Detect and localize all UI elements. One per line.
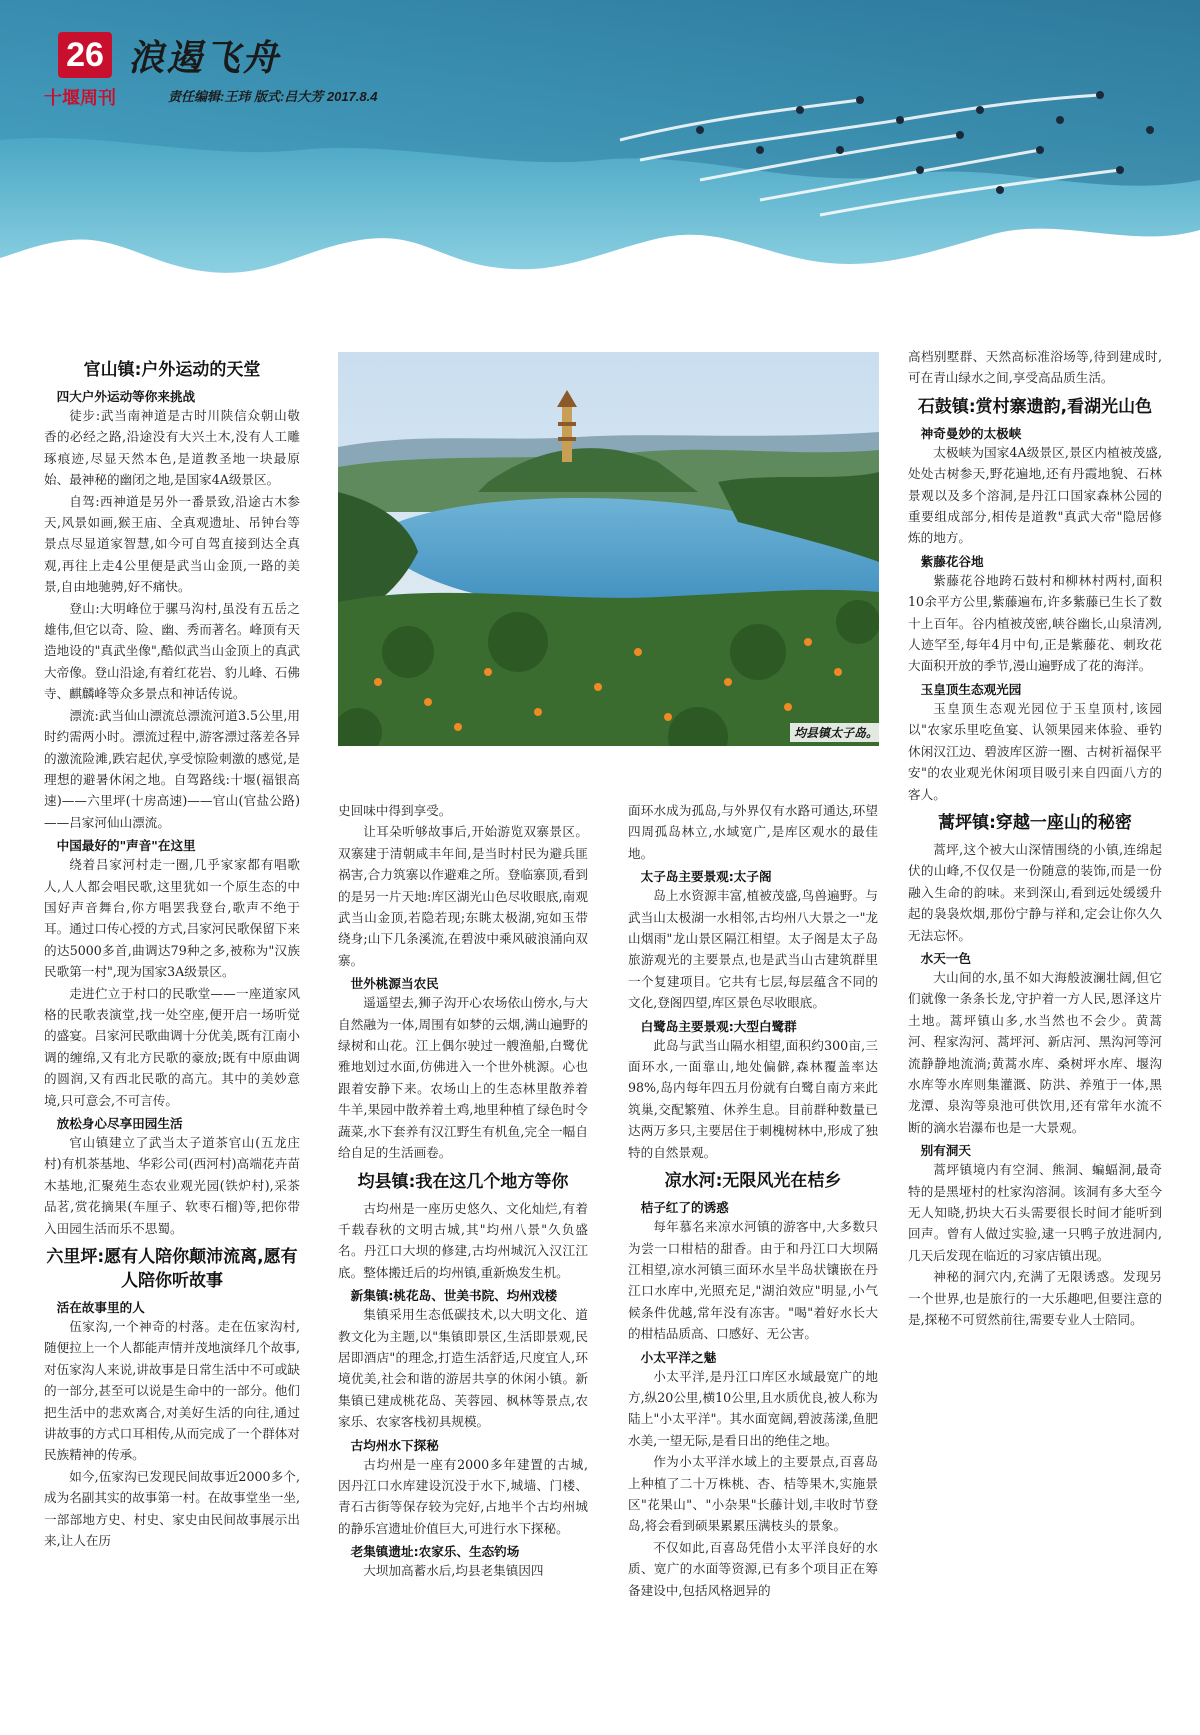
paragraph: 绕着吕家河村走一圈,几乎家家都有唱歌人,人人都会唱民歌,这里犹如一个原生态的中国好声音舞台,你方唱罢我登台,歌声不绝于耳。通过口传心授的方式,吕家河民歌保留下来的达5000多首,曲调达79种之多,被称为"汉族民歌第一村",现为国家3A级景区。 [44, 857, 300, 980]
subsection-title: 中国最好的"声音"在这里 [56, 838, 196, 854]
paragraph: 大坝加高蓄水后,均县老集镇因四 [363, 1563, 544, 1579]
article-column-3 [628, 800, 878, 1712]
article-column-1 [44, 352, 300, 1712]
paragraph: 让耳朵听够故事后,开始游览双寨景区。双寨建于清朝咸丰年间,是当时村民为避兵匪祸害,合力筑寨以作避难之所。登临寨顶,看到的是另一片天地:库区湖光山色尽收眼底,南观武当山金顶,若隐若现;东眺太极湖,宛如玉带绕身;山下几条溪流,在碧波中乘风破浪涌向双寨。 [338, 824, 588, 968]
paragraph: 此岛与武当山隔水相望,面积约300亩,三面环水,一面靠山,地处偏僻,森林覆盖率达98%,岛内每年四五月份就有白鹭自南方来此筑巢,交配繁殖、休养生息。目前群种数量已达两万多只,主要居住于刺槐树林中,形成了独特的自然景观。 [628, 1037, 878, 1160]
paragraph: 蒿坪,这个被大山深情围绕的小镇,连绵起伏的山峰,不仅仅是一份随意的装饰,而是一份融入生命的韵味。来到深山,看到远处缓缓升起的袅袅炊烟,那份宁静与祥和,定会让你久久无法忘怀。 [908, 841, 1162, 943]
photo-caption: 均县镇太子岛。 [790, 723, 882, 742]
paragraph: 遥遥望去,狮子沟开心农场依山傍水,与大自然融为一体,周围有如梦的云烟,满山遍野的绿树和山花。江上偶尔驶过一艘渔船,白鹭优雅地划过水面,仿佛进入一个世外桃源。心也跟着安静下来。农场山上的生态林里散养着牛羊,果园中散养着土鸡,地里种植了绿色时令蔬菜,水下套养有汉江野生有机鱼,完全一幅自给自足的生活画卷。 [338, 995, 588, 1161]
paragraph: 作为小太平洋水域上的主要景点,百喜岛上种植了二十万株桃、杏、桔等果木,实施景区"花果山"、"小杂果"长藤计划,丰收时节登岛,将会看到硕果累累压满枝头的景象。 [628, 1454, 878, 1534]
paragraph: 不仅如此,百喜岛凭借小太平洋良好的水质、宽广的水面等资源,已有多个项目正在筹备建设中,包括风格迥异的 [628, 1539, 878, 1598]
paragraph: 漂流:武当仙山漂流总漂流河道3.5公里,用时约需两小时。漂流过程中,游客漂过落差各异的激流险滩,跌宕起伏,享受惊险刺激的感觉,是理想的避暑休闲之地。自驾路线:十堰(福银高速)——六里坪(十房高速)——官山(官盐公路)——吕家河仙山漂流。 [44, 707, 300, 830]
brand-name: 十堰周刊 [44, 88, 116, 109]
subsection-title: 老集镇遗址:农家乐、生态钓场 [350, 1544, 520, 1560]
paragraph: 玉皇顶生态观光园位于玉皇顶村,该园以"农家乐里吃鱼宴、认领果园来体验、垂钓休闲汉江边、碧波库区游一圈、古树祈福保平安"的农业观光休闲项目吸引来自四面八方的客人。 [908, 700, 1162, 802]
subsection-title: 四大户外运动等你来挑战 [56, 389, 196, 404]
subsection-title: 世外桃源当农民 [350, 976, 439, 992]
section-title: 蒿坪镇:穿越一座山的秘密 [938, 812, 1132, 833]
paragraph: 集镇采用生态低碳技术,以大明文化、道教文化为主题,以"集镇即景区,生活即景观,民居即酒店"的理念,打造生活舒适,尺度宜人,环境优美,社会和谐的游居共享的休闲小镇。新集镇已建成桃花岛、芙蓉园、枫林等景点,农家乐、农家客栈初具规模。 [338, 1307, 588, 1430]
subsection-title: 新集镇:桃花岛、世美书院、均州戏楼 [350, 1288, 558, 1304]
page-number: 26 [58, 32, 112, 78]
paragraph: 古均州是一座有2000多年建置的古城,因丹江口水库建设沉没于水下,城墙、门楼、青石古街等保存较为完好,占地半个古均州城的静乐宫遗址价值巨大,可进行水下探秘。 [338, 1456, 588, 1536]
subsection-title: 放松身心尽享田园生活 [56, 1116, 183, 1131]
taizi-island-photo [338, 352, 879, 746]
subsection-title: 水天一色 [920, 950, 971, 966]
paragraph: 紫藤花谷地跨石鼓村和柳林村两村,面积10余平方公里,紫藤遍布,许多紫藤已生长了数十上百年。谷内植被茂密,峡谷幽长,山泉清冽,人迹罕至,每年4月中旬,正是紫藤花、刺玫花大面积开放的季节,漫山遍野成了花的海洋。 [908, 572, 1162, 674]
paragraph: 蒿坪镇境内有空洞、熊洞、蝙蝠洞,最奇特的是黑垭村的杜家沟溶洞。该洞有多大至今无人知晓,扔块大石头需要很长时间才能听到回声。曾有人做过实验,逮一只鸭子放进洞内,几天后发现在临近的习家店镇出现。 [908, 1162, 1162, 1263]
paragraph: 大山间的水,虽不如大海般波澜壮阔,但它们就像一条条长龙,守护着一方人民,恩泽这片土地。蒿坪镇山多,水当然也不会少。黄蒿河、程家沟河、蒿坪河、新店河、黑沟河等河流静静地流淌;黄蒿水库、桑树坪水库、堰沟水库等水库则集灌溉、防洪、养殖于一体,黑龙潭、泉沟等泉池可供饮用,还有常年水流不断的滴水岩瀑布也是一大景观。 [908, 969, 1162, 1135]
section-title: 石鼓镇:赏村寨遗韵,看湖光山色 [917, 396, 1153, 417]
subsection-title: 紫藤花谷地 [920, 553, 984, 569]
paragraph: 古均州是一座历史悠久、文化灿烂,有着千载春秋的文明古城,其"均州八景"久负盛名。丹江口大坝的修建,古均州城沉入汉江江底。整体搬迁后的均州镇,重新焕发生机。 [338, 1200, 588, 1280]
paragraph: 神秘的洞穴内,充满了无限诱惑。发现另一个世界,也是旅行的一大乐趣吧,但要注意的是,探秘不可贸然前往,需要专业人士陪同。 [908, 1269, 1162, 1328]
subsection-title: 活在故事里的人 [56, 1300, 145, 1316]
subsection-title: 桔子红了的诱惑 [640, 1200, 729, 1216]
article-column-4 [908, 346, 1162, 1712]
subsection-title: 小太平洋之魅 [640, 1349, 717, 1365]
subsection-title: 玉皇顶生态观光园 [920, 681, 1022, 697]
subsection-title: 太子岛主要景观:太子阁 [640, 869, 772, 885]
paragraph: 自驾:西神道是另外一番景致,沿途古木参天,风景如画,猴王庙、全真观遗址、吊钟台等景点尽显道家智慧,如今可自驾直接到达全真观,再往上走4公里便是武当山金顶,一路的美景,自由地驰骋,好不痛快。 [44, 493, 300, 595]
section-title: 六里坪:愿有人陪你颠沛流离,愿有人陪你听故事 [46, 1247, 298, 1292]
paragraph: 伍家沟,一个神奇的村落。走在伍家沟村,随便拉上一个人都能声情并茂地演绎几个故事,对伍家沟人来说,讲故事是日常生活中不可或缺的一部分,甚至可以说是生命中的一部分。他们把生活中的悲欢离合,对美好生活的向往,通过讲故事的方式口耳相传,从而完成了一个群体对民族精神的传承。 [44, 1319, 300, 1463]
paragraph: 史回味中得到享受。 [338, 803, 452, 818]
paragraph: 如今,伍家沟已发现民间故事近2000多个,成为名副其实的故事第一村。在故事堂坐一坐,一部部地方史、村史、家史由民间故事展示出来,让人在历 [44, 1468, 300, 1549]
subsection-title: 古均州水下探秘 [350, 1437, 439, 1453]
subsection-title: 别有洞天 [920, 1143, 971, 1159]
section-title: 凉水河:无限风光在桔乡 [664, 1171, 842, 1192]
paragraph: 每年慕名来凉水河镇的游客中,大多数只为尝一口柑桔的甜香。由于和丹江口大坝隔江相望,凉水河镇三面环水呈半岛状镶嵌在丹江口水库中,光照充足,"湖泊效应"明显,小气候条件优越,常年没有冻害。"喝"着好水长大的柑桔品质高、口感好、无公害。 [628, 1219, 878, 1342]
paragraph: 登山:大明峰位于骡马沟村,虽没有五岳之雄伟,但它以奇、险、幽、秀而著名。峰顶有天造地设的"真武坐像",酷似武当山金顶上的真武大帝像。登山沿途,有着红花岩、豹儿峰、石佛寺、麒麟峰等众多景点和神话传说。 [44, 600, 300, 702]
paragraph: 太极峡为国家4A级景区,景区内植被茂盛,处处古树参天,野花遍地,还有丹霞地貌、石林景观以及多个溶洞,是丹江口国家森林公园的重要组成部分,相传是道教"真武大帝"隐居修炼的地方。 [908, 444, 1162, 546]
paragraph: 高档别墅群、天然高标准浴场等,待到建成时,可在青山绿水之间,享受高品质生活。 [908, 349, 1162, 386]
paragraph: 走进伫立于村口的民歌堂——一座道家风格的民歌表演堂,找一处空座,便开启一场听觉的盛宴。吕家河民歌曲调十分优美,既有江南小调的缠绵,又有北方民歌的豪放;既有中原曲调的圆润,又有西北民歌的高亢。其中的美妙意境,只可意会,不可言传。 [44, 985, 300, 1108]
article-column-2 [338, 800, 588, 1712]
section-title: 均县镇:我在这几个地方等你 [357, 1171, 569, 1192]
paragraph: 徒步:武当南神道是古时川陕信众朝山敬香的必经之路,沿途没有大兴土木,没有人工雕琢痕迹,尽显天然本色,是道教圣地一块最原始、最神秘的幽闭之地,是国家4A级景区。 [44, 408, 300, 488]
subsection-title: 神奇曼妙的太极峡 [920, 425, 1022, 441]
paragraph: 岛上水资源丰富,植被茂盛,鸟兽遍野。与武当山太极湖一水相邻,古均州八大景之一"龙山烟雨"龙山景区隔江相望。太子阁是太子岛旅游观光的主要景点,也是武当山古建筑群里一个复建项目。它共有七层,每层蕴含不同的文化,登阁四望,库区景色尽收眼底。 [628, 888, 878, 1011]
section-title: 官山镇:户外运动的天堂 [83, 360, 261, 380]
paragraph: 小太平洋,是丹江口库区水域最宽广的地方,纵20公里,横10公里,且水质优良,被人称为陆上"小太平洋"。其水面宽阔,碧波荡漾,鱼肥水美,一望无际,是看日出的绝佳之地。 [628, 1368, 878, 1448]
paragraph: 面环水成为孤岛,与外界仅有水路可通达,环望四周孤岛林立,水域宽广,是库区观水的最佳地。 [628, 803, 878, 861]
paragraph: 官山镇建立了武当太子道茶官山(五龙庄村)有机茶基地、华彩公司(西河村)高端花卉苗木基地,汇聚苑生态农业观光园(铁炉村),采茶品茗,赏花摘果(车厘子、软枣石榴)等,把你带入田园生活而乐不思蜀。 [44, 1135, 300, 1236]
editor-line: 责任编辑:王玮 版式:吕大芳 2017.8.4 [168, 89, 378, 104]
subsection-title: 白鹭岛主要景观:大型白鹭群 [640, 1018, 797, 1034]
column-logo: 浪遏飞舟 [128, 37, 281, 79]
